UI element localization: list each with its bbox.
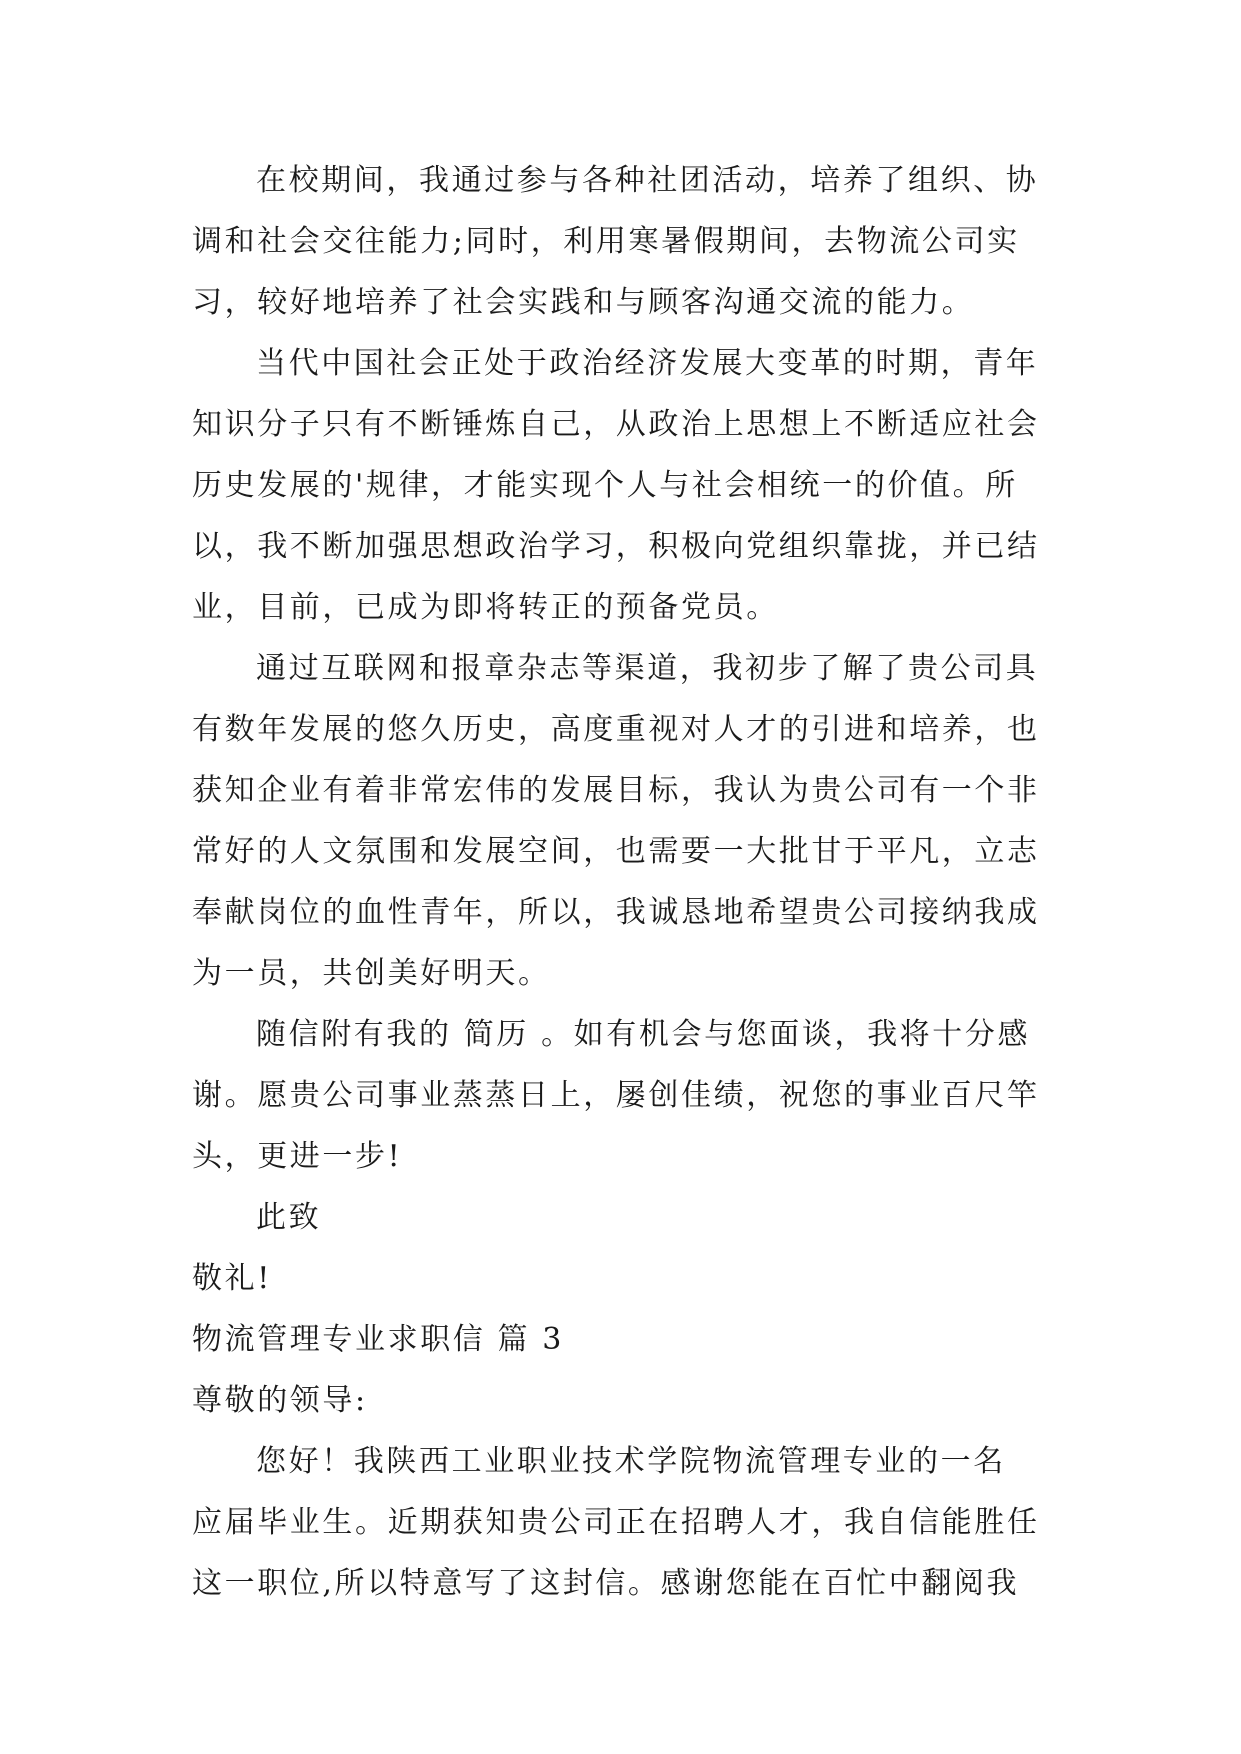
- greeting: 尊敬的领导:: [192, 1383, 368, 1418]
- text-line: 当代中国社会正处于政治经济发展大变革的时期，青年: [256, 346, 1039, 381]
- text-line: 知识分子只有不断锤炼自己，从政治上思想上不断适应社会: [192, 407, 1040, 442]
- text-line: 习，较好地培养了社会实践和与顾客沟通交流的能力。: [192, 285, 975, 320]
- text-line: 为一员，共创美好明天。: [192, 956, 551, 991]
- text-line: 这一职位,所以特意写了这封信。感谢您能在百忙中翻阅我: [192, 1566, 1020, 1601]
- text-line: 头，更进一步!: [192, 1139, 403, 1174]
- section-heading: 物流管理专业求职信 篇 3: [192, 1322, 564, 1357]
- closing-salutation: 此致: [256, 1200, 322, 1235]
- text-line: 通过互联网和报章杂志等渠道，我初步了解了贵公司具: [256, 651, 1039, 686]
- document-page: [192, 150, 1052, 1614]
- closing-regards: 敬礼!: [192, 1261, 272, 1296]
- text-line: 奉献岗位的血性青年，所以，我诚恳地希望贵公司接纳我成: [192, 895, 1040, 930]
- text-line: 应届毕业生。近期获知贵公司正在招聘人才，我自信能胜任: [192, 1505, 1040, 1540]
- text-line: 常好的人文氛围和发展空间，也需要一大批甘于平凡，立志: [192, 834, 1040, 869]
- text-line: 谢。愿贵公司事业蒸蒸日上，屡创佳绩，祝您的事业百尺竿: [192, 1078, 1040, 1113]
- text-line: 调和社会交往能力;同时，利用寒暑假期间，去物流公司实: [192, 224, 1020, 259]
- text-line: 您好！我陕西工业职业技术学院物流管理专业的一名: [256, 1444, 1006, 1479]
- text-line: 有数年发展的悠久历史，高度重视对人才的引进和培养，也: [192, 712, 1040, 747]
- text-line: 获知企业有着非常宏伟的发展目标，我认为贵公司有一个非: [192, 773, 1040, 808]
- text-line: 业，目前，已成为即将转正的预备党员。: [192, 590, 779, 625]
- text-line: 历史发展的'规律，才能实现个人与社会相统一的价值。所: [192, 468, 1018, 503]
- text-line: 以，我不断加强思想政治学习，积极向党组织靠拢，并已结: [192, 529, 1040, 564]
- text-line: 在校期间，我通过参与各种社团活动，培养了组织、协: [256, 163, 1039, 198]
- text-line: 随信附有我的 简历 。如有机会与您面谈，我将十分感: [256, 1017, 1031, 1052]
